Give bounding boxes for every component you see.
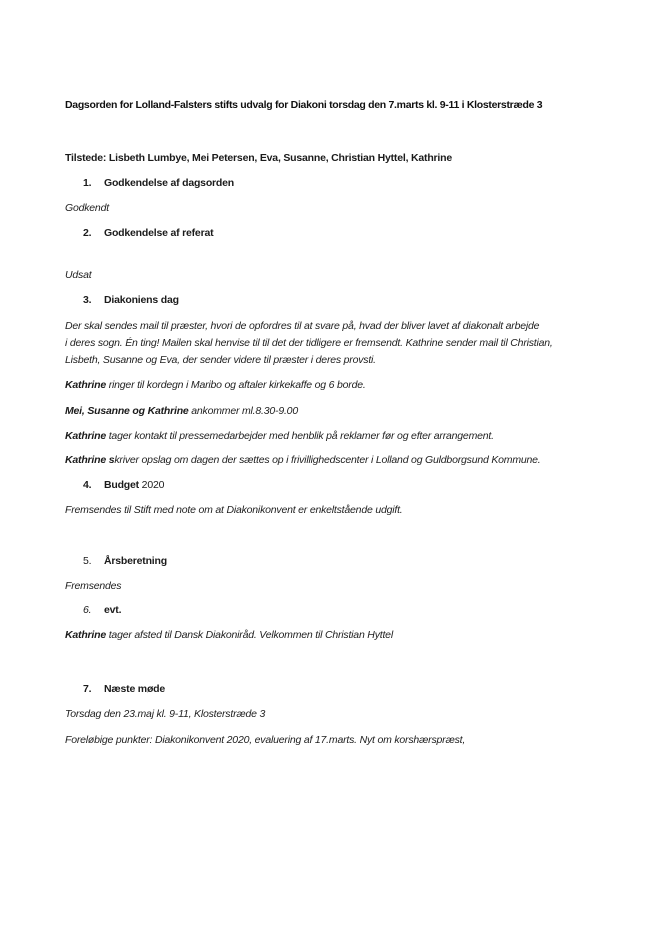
action-lead-name: Kathrine — [65, 629, 106, 641]
action-note-opslag — [65, 452, 607, 469]
item-label: evt. — [104, 604, 122, 616]
decision-note-godkendt: Godkendt — [65, 202, 109, 214]
action-lead-name: Kathrine s — [65, 454, 115, 466]
item-number: 6. — [83, 604, 92, 616]
item-3-discussion-paragraph — [65, 318, 607, 369]
action-note-afsted — [65, 627, 607, 644]
item-number: 1. — [83, 177, 92, 189]
item-label: Godkendelse af referat — [104, 227, 214, 239]
paragraph-line: Lisbeth, Susanne og Eva, der sender videre til præster i deres provsti. — [65, 354, 376, 366]
item-label: Diakoniens dag — [104, 294, 179, 306]
action-text: kriver opslag om dagen der sættes op i frivillighedscenter i Lolland og Guldborgsund Kommune. — [114, 454, 541, 466]
action-note-presse — [65, 428, 607, 445]
agenda-item-1 — [65, 175, 607, 192]
action-note-kordegn — [65, 377, 607, 394]
budget-note: Fremsendes til Stift med note om at Diakonikonvent er enkeltstående udgift. — [65, 504, 403, 516]
next-meeting-date: Torsdag den 23.maj kl. 9-11, Klosterstræde 3 — [65, 708, 266, 720]
item-label: Årsberetning — [104, 555, 167, 567]
agenda-item-7 — [65, 681, 607, 698]
agenda-item-4 — [65, 477, 607, 494]
attendees-line: Tilstede: Lisbeth Lumbye, Mei Petersen, Eva, Susanne, Christian Hyttel, Kathrine — [65, 152, 452, 164]
item-number: 4. — [83, 479, 92, 491]
action-lead-name: Kathrine — [65, 430, 106, 442]
action-note-ankommer — [65, 403, 607, 420]
next-meeting-topics: Foreløbige punkter: Diakonikonvent 2020, evaluering af 17.marts. Nyt om korshærspræst, — [65, 734, 466, 746]
paragraph-line: Der skal sendes mail til præster, hvori de opfordres til at svare på, hvad der bliver lavet af diakonalt arbejde — [65, 320, 540, 332]
aarsberetning-note: Fremsendes — [65, 580, 122, 592]
item-number: 7. — [83, 683, 92, 695]
agenda-item-5 — [65, 553, 607, 570]
item-number: 5. — [83, 555, 92, 567]
action-text: ringer til kordegn i Maribo og aftaler kirkekaffe og 6 borde. — [106, 379, 366, 391]
item-label: Budget — [104, 479, 139, 491]
action-text: tager afsted til Dansk Diakoniråd. Velkommen til Christian Hyttel — [106, 629, 393, 641]
agenda-item-3 — [65, 292, 607, 309]
item-label: Godkendelse af dagsorden — [104, 177, 234, 189]
document-title: Dagsorden for Lolland-Falsters stifts udvalg for Diakoni torsdag den 7.marts kl. 9-11 i Klosterstræde 3 — [65, 99, 543, 111]
decision-note-udsat: Udsat — [65, 269, 92, 281]
action-lead-name: Mei, Susanne og Kathrine — [65, 405, 189, 417]
action-text: tager kontakt til pressemedarbejder med henblik på reklamer før og efter arrangement. — [106, 430, 494, 442]
item-number: 3. — [83, 294, 92, 306]
action-text: ankommer ml.8.30-9.00 — [188, 405, 298, 417]
item-label: Næste møde — [104, 683, 166, 695]
item-number: 2. — [83, 227, 92, 239]
paragraph-line: i deres sogn. Én ting! Mailen skal henvise til til det der tidligere er fremsendt. Kathrine sender mail til Christian, — [65, 337, 553, 349]
agenda-item-6 — [65, 602, 607, 619]
item-label-suffix: 2020 — [138, 479, 165, 491]
agenda-item-2 — [65, 225, 607, 242]
action-lead-name: Kathrine — [65, 379, 106, 391]
